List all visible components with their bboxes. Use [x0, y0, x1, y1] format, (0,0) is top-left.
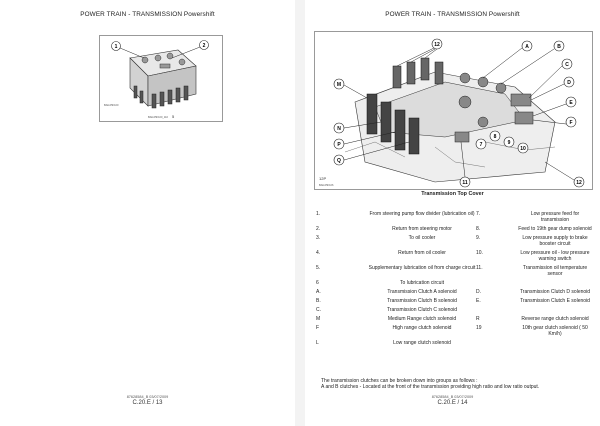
legend-number: B. [316, 298, 321, 304]
legend-description: Supplementary lubrication oil from charge circuit [368, 265, 476, 271]
callout-12: 12 [434, 42, 440, 48]
legend-number-2: E. [476, 298, 481, 304]
figure-caption: Transmission Top Cover [421, 191, 484, 197]
legend-table [316, 211, 592, 349]
legend-number-2: 7. [476, 211, 481, 217]
callout-F: F [569, 120, 573, 126]
valve-block-illustration [100, 36, 222, 121]
figure-caption-code: BAIL05F100_110 [148, 116, 168, 119]
left-page-header: POWER TRAIN - TRANSMISSION Powershift [80, 11, 215, 18]
legend-row [316, 298, 592, 307]
left-footer-doc-id: 87628584_B 03/07/2009 [126, 395, 169, 399]
legend-description: From steering pump flow divider (lubrication oil) [369, 211, 475, 217]
right-page [305, 0, 600, 426]
legend-number-2 [476, 280, 518, 289]
callout-11: 11 [462, 180, 468, 186]
legend-description: Return from oil cooler [398, 250, 446, 256]
callout-8: 8 [493, 134, 497, 140]
legend-row [316, 280, 592, 289]
legend-description: To lubrication circuit [400, 280, 444, 286]
legend-number: L [316, 340, 319, 346]
legend-number: 2. [316, 226, 321, 232]
legend-number-2 [476, 340, 518, 349]
legend-number-2: 10. [476, 250, 483, 256]
callout-10: 10 [520, 146, 526, 152]
legend-description-2: Low pressure supply to brake booster circuit [522, 235, 588, 247]
legend-description: High range clutch solenoid [392, 325, 452, 331]
legend-number: A. [316, 289, 321, 295]
legend-number: 5. [316, 265, 321, 271]
legend-description: To oil cooler [408, 235, 436, 241]
transmission-top-cover-figure [314, 31, 593, 190]
legend-number: 3. [316, 235, 321, 241]
legend-description: Low range clutch solenoid [393, 340, 451, 346]
figure-caption-number: 5 [172, 114, 175, 119]
callout-7: 7 [479, 142, 483, 148]
legend-row [316, 211, 592, 226]
valve-block-figure [99, 35, 223, 122]
legend-row [316, 265, 592, 280]
legend-row [316, 325, 592, 340]
legend-number: 6 [316, 280, 319, 286]
legend-number-2 [476, 307, 518, 316]
callout-M: M [336, 82, 342, 88]
right-footer-doc-id: 87628584_B 03/07/2009 [431, 395, 474, 399]
legend-row [316, 226, 592, 235]
legend-row [316, 307, 592, 316]
callout-B: B [557, 44, 561, 50]
legend-description-2: Reverse range clutch solenoid [521, 316, 589, 322]
right-page-footer [305, 395, 600, 406]
legend-number-2: 19 [476, 325, 482, 331]
legend-description-2: Feed to 19th gear dump solenoid [518, 226, 592, 232]
legend-number-2: 11. [476, 265, 483, 271]
callout-1: 1 [114, 44, 118, 50]
callout-N: N [337, 126, 341, 132]
paragraph-line-2: A and B clutches - Located at the front of the transmission providing high ratio and low ratio output. [321, 384, 540, 390]
legend-row [316, 235, 592, 250]
legend-description-2 [518, 340, 592, 349]
callout-C: C [565, 62, 569, 68]
left-footer-page-number: C.20.E / 13 [132, 400, 163, 406]
legend-number-2: 9. [476, 235, 481, 241]
callout-D: D [567, 80, 571, 86]
callout-12-bottom: 12 [576, 180, 582, 186]
transmission-top-cover-illustration [315, 32, 592, 189]
figure-ref-code-right: BAIL05F106 [319, 184, 334, 187]
figure-ref-code: BAIL05F100 [104, 104, 119, 107]
legend-number-2: R [476, 316, 480, 322]
legend-number: C. [316, 307, 321, 313]
description-paragraph [321, 378, 591, 390]
legend-row [316, 250, 592, 265]
legend-description-2: Transmission oil temperature sensor [522, 265, 588, 277]
callout-Q: Q [337, 158, 341, 164]
legend-row [316, 289, 592, 298]
legend-description-2: Transmission Clutch E solenoid [520, 298, 590, 304]
legend-number: M [316, 316, 321, 322]
right-footer-page-number: C.20.E / 14 [437, 400, 468, 406]
legend-description: Transmission Clutch B solenoid [387, 298, 457, 304]
legend-number-2: D. [476, 289, 481, 295]
legend-description: Transmission Clutch A solenoid [387, 289, 457, 295]
legend-description: Transmission Clutch C solenoid [386, 307, 458, 313]
legend-description-2: Low pressure feed for transmission [530, 211, 580, 223]
page-gutter [295, 0, 305, 426]
left-page-footer [0, 395, 295, 406]
paragraph-line-1: The transmission clutches can be broken down into groups as follows : [321, 378, 478, 384]
legend-description-2 [518, 307, 592, 316]
callout-9: 9 [507, 140, 511, 146]
legend-number: F [316, 325, 320, 331]
left-page [0, 0, 295, 426]
legend-number: 4. [316, 250, 321, 256]
legend-row [316, 340, 592, 349]
callout-A: A [525, 44, 529, 50]
legend-description: Medium Range clutch solenoid [387, 316, 457, 322]
legend-number-2: 8. [476, 226, 481, 232]
legend-description-2 [518, 280, 592, 289]
figure-corner-label: 12P [319, 176, 327, 181]
callout-2: 2 [202, 43, 206, 49]
callout-P: P [337, 142, 341, 148]
legend-description-2: 10th gear clutch solenoid ( 50 Km/h) [522, 325, 588, 337]
legend-description-2: Low pressure oil - low pressure warning switch [520, 250, 590, 262]
legend-description: Return from steering motor [392, 226, 452, 232]
legend-description-2: Transmission Clutch D solenoid [519, 289, 591, 295]
legend-row [316, 316, 592, 325]
legend-number: 1. [316, 211, 321, 217]
right-page-header: POWER TRAIN - TRANSMISSION Powershift [385, 11, 520, 18]
callout-E: E [569, 100, 573, 106]
